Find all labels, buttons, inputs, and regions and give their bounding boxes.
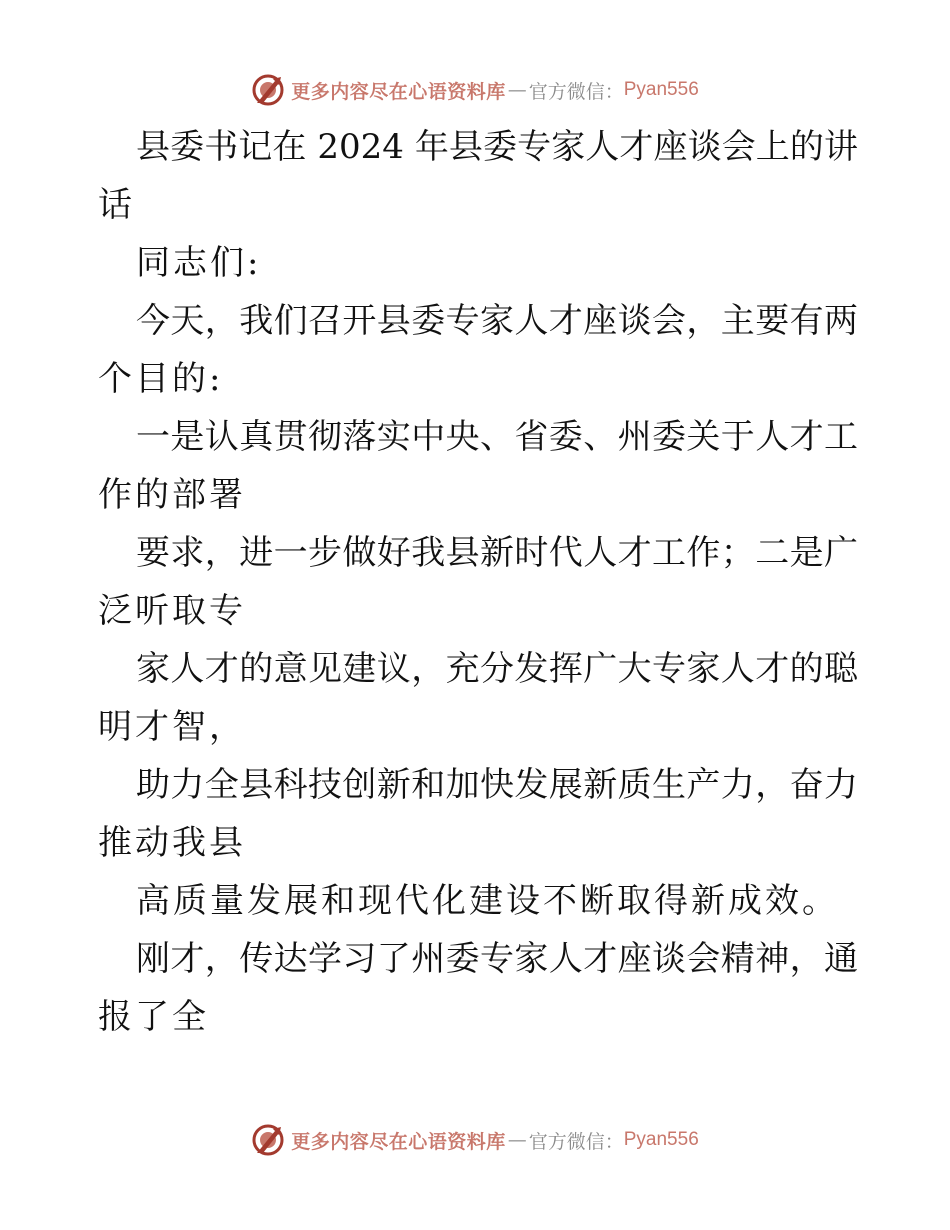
doc-line: 泛听取专 [98,591,246,631]
doc-line: 一是认真贯彻落实中央、省委、州委关于人才工 [136,417,858,457]
doc-line: 推动我县 [98,823,246,863]
document-body [98,118,858,1046]
doc-line: 刚才，传达学习了州委专家人才座谈会精神，通 [136,939,858,979]
doc-line: 报了全 [98,997,209,1037]
doc-line: 家人才的意见建议，充分发挥广大专家人才的聪 [136,649,858,689]
doc-line: 助力全县科技创新和加快发展新质生产力，奋力 [136,765,858,805]
footer-separator: — [507,1129,527,1151]
quill-logo-icon [251,1123,285,1157]
doc-line: 高质量发展和现代化建设不断取得新成效。 [136,881,839,921]
doc-line: 明才智， [98,707,246,747]
doc-line: 要求，进一步做好我县新时代人才工作；二是广 [136,533,858,573]
doc-line: 今天，我们召开县委专家人才座谈会，主要有两 [136,301,858,341]
quill-logo-icon [251,73,285,107]
footer-wechat-id: Pyan556 [623,1129,699,1150]
header-promo-text: 更多内容尽在心语资料库 [291,80,506,103]
doc-line: 话 [98,185,135,225]
footer-banner [0,1120,950,1160]
header-wechat-id: Pyan556 [623,79,699,100]
footer-promo-text: 更多内容尽在心语资料库 [291,1130,506,1153]
footer-wechat-label: 官方微信： [528,1130,624,1153]
header-separator: — [507,79,527,101]
doc-line: 同志们: [136,243,262,283]
header-banner [0,70,950,110]
doc-line: 县委书记在 2024 年县委专家人才座谈会上的讲 [136,127,858,167]
doc-line: 个目的: [98,359,224,399]
header-wechat-label: 官方微信： [528,80,624,103]
doc-line: 作的部署 [98,475,246,515]
